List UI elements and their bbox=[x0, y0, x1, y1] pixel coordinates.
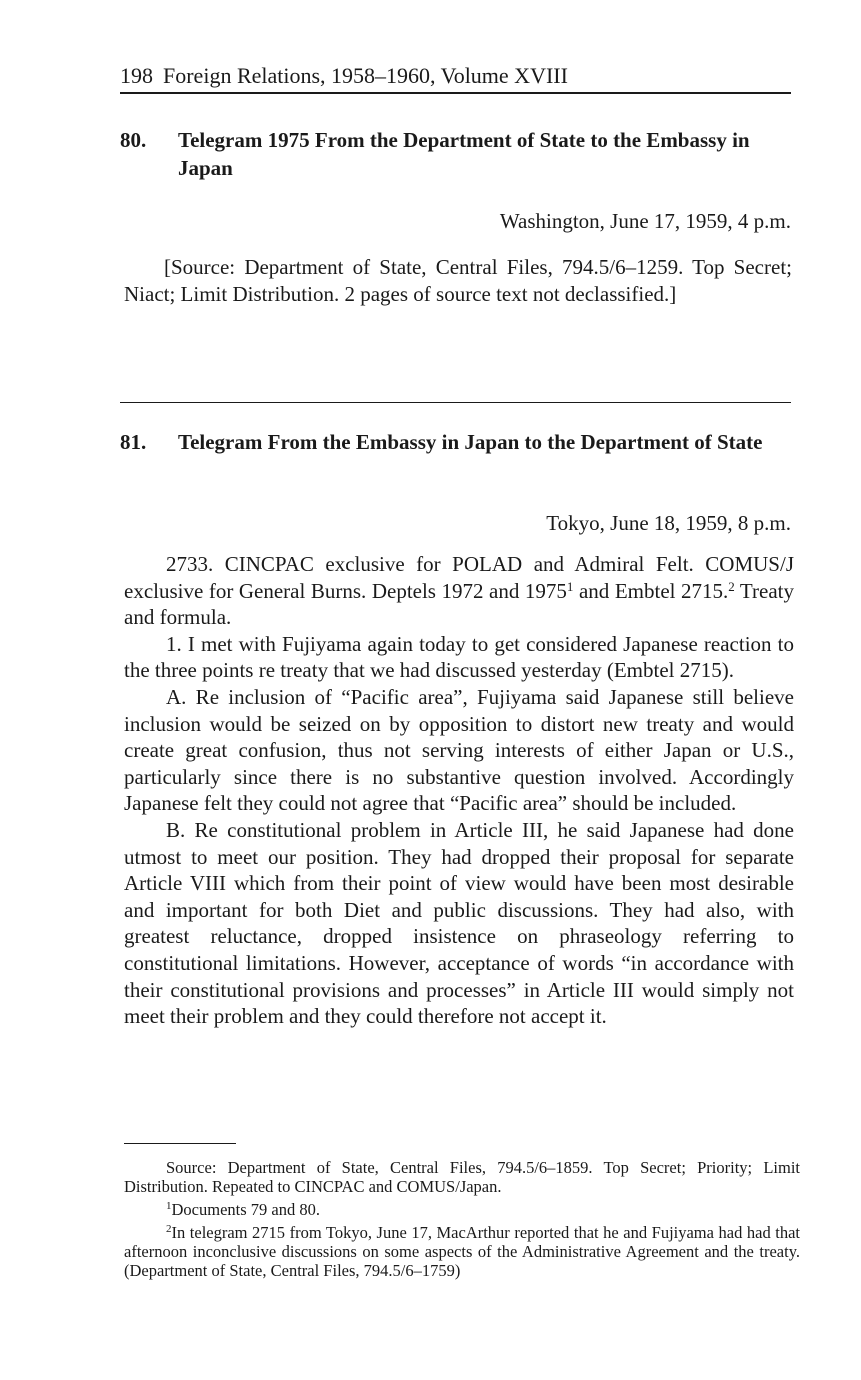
footnote-ref-2[interactable]: 2 bbox=[728, 578, 735, 594]
doc81-dateline: Tokyo, June 18, 1959, 8 p.m. bbox=[546, 511, 791, 535]
footnote-ref-1[interactable]: 1 bbox=[566, 578, 574, 594]
doc81-paragraph-b: B. Re constitutional problem in Article III, he said Japanese had done utmost to meet our position. They had dropped their proposal for separate Article VIII which from their point of view would have been most desirable and important for both Diet and public discussions. They had also, with greatest reluctance, dropped insistence on phraseology referring to constitutional limitations. However, acceptance of words “in accordance with their constitutional provisions and processes” in Article III would simply not meet their problem and they could therefore not accept it. bbox=[124, 817, 794, 1029]
section-rule bbox=[120, 402, 791, 403]
doc81-number: 81. bbox=[120, 430, 147, 454]
doc81-paragraph-1: 1. I met with Fujiyama again today to get considered Japanese reaction to the three points re treaty that we had discussed yesterday (Embtel 2715). bbox=[124, 631, 794, 683]
footnote-2-text: In telegram 2715 from Tokyo, June 17, MacArthur reported that he and Fujiyama had had that afternoon inconclusive discussions on some aspects of the Administrative Agreement and the treaty. (Department of State, Central Files, 794.5/6–1759) bbox=[124, 1223, 800, 1280]
page-number: 198 bbox=[120, 63, 153, 88]
doc81-paragraph-a: A. Re inclusion of “Pacific area”, Fujiyama said Japanese still believe inclusion would be seized on by opposition to distort new treaty and would create great confusion, thus not serving interests of either Japan or U.S., particularly since there is no substantive question involved. Accordingly Japanese felt they could not agree that “Pacific area” should be included. bbox=[124, 684, 794, 816]
intro-text-3: Treaty and formula. bbox=[124, 578, 794, 630]
doc80-number: 80. bbox=[120, 128, 147, 152]
doc80-dateline: Washington, June 17, 1959, 4 p.m. bbox=[499, 209, 791, 233]
intro-text-2: and Embtel 2715. bbox=[573, 578, 729, 603]
doc81-body bbox=[124, 551, 794, 1030]
doc81-heading bbox=[120, 428, 792, 456]
header-rule bbox=[120, 92, 791, 94]
doc80-title: Telegram 1975 From the Department of State to the Embassy in Japan bbox=[178, 128, 750, 180]
footnote-source: Source: Department of State, Central Files, 794.5/6–1859. Top Secret; Priority; Limit Distribution. Repeated to CINCPAC and COMUS/Japan. bbox=[124, 1158, 800, 1196]
doc81-title: Telegram From the Embassy in Japan to the Department of State bbox=[178, 430, 763, 454]
doc81-paragraph-intro bbox=[124, 551, 794, 631]
footnote-2-mark: 2 bbox=[166, 1223, 172, 1235]
footnote-rule bbox=[124, 1143, 236, 1144]
volume-title: Foreign Relations, 1958–1960, Volume XVIII bbox=[163, 63, 568, 88]
footnote-1-mark: 1 bbox=[166, 1200, 172, 1212]
doc80-heading bbox=[120, 126, 792, 182]
running-head bbox=[120, 62, 790, 90]
doc80-source-note: [Source: Department of State, Central Files, 794.5/6–1259. Top Secret; Niact; Limit Distribution. 2 pages of source text not declassified.] bbox=[124, 255, 792, 306]
footnotes bbox=[124, 1158, 800, 1284]
intro-text-1: 2733. CINCPAC exclusive for POLAD and Admiral Felt. COMUS/J exclusive for General Burns. Deptels 1972 and 1975 bbox=[124, 552, 794, 603]
footnote-1 bbox=[124, 1200, 800, 1219]
footnote-2 bbox=[124, 1223, 800, 1280]
footnote-1-text: Documents 79 and 80. bbox=[171, 1200, 320, 1219]
